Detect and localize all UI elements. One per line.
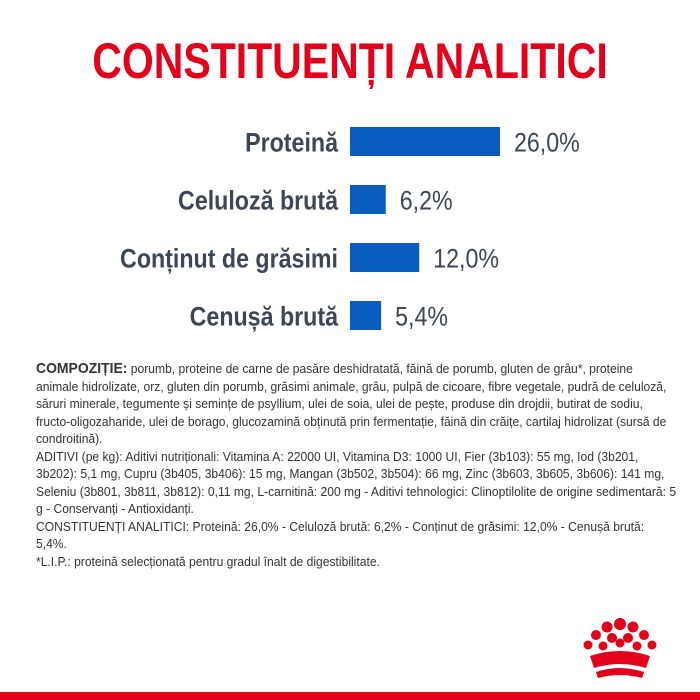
analytical-paragraph: CONSTITUENȚI ANALITICI: Proteină: 26,0% - Celuloză brută: 6,2% - Conținut de grăsimi: 12,0% - Cenușă brută: 5,4%. [36,518,645,551]
page-title: CONSTITUENȚI ANALITICI [92,33,608,89]
ingredients-paragraph [36,360,678,448]
value-label: 6,2% [399,185,453,216]
additives-paragraph: ADITIVI (pe kg): Aditivi nutriționali: Vitamina A: 22000 UI, Vitamina D3: 1000 UI, Fier (3b103): 55 mg, Iod (3b201, 3b202): 5,1 mg, Cupru (3b405, 3b406): 15 mg, Mangan (3b502, 3b504): 66 mg, Zinc (3b603, 3b605, 3b606): 141 mg, Seleniu (3b801, 3b811, 3b812): 0,11 mg, L-carnitină: 200 mg - Aditivi tehnologici: Clinoptilolite de origine sedimentară: 5 g - Conservanți - Antioxidanți. [36,448,677,516]
value-label: 12,0% [433,243,500,274]
composition-block [36,360,678,570]
ingredients-text: porumb, proteine de carne de pasăre deshidratată, făină de porumb, gluten de grâu*, proteine animale hidrolizate, orz, gluten din porumb, grăsimi animale, grâu, pulpă de cicoare, fibre vegetale, pudră de celuloză, săruri minerale, tegumente și semințe de psyllium, ulei de soia, ulei de pește, produse din drojdii, butirat de sodiu, fructo-oligozaharide, ulei de borago, glucozamină obținută prin fermentație, făină din crăițe, cartilaj hidrolizat (sursă de condroitină). [36,361,667,446]
footnote-paragraph: *L.I.P.: proteină selecționată pentru gradul înalt de digestibilitate. [36,553,380,569]
category-label: Celuloză brută [178,185,338,216]
category-label: Proteină [245,127,338,158]
bar [350,301,381,330]
value-label: 5,4% [395,301,449,332]
category-label: Conținut de grăsimi [120,243,338,274]
bar-chart [0,110,700,340]
composition-lead: COMPOZIȚIE: [36,360,128,377]
bars-group [120,127,580,332]
bar [350,127,500,156]
category-label: Cenușă brută [189,301,338,332]
bar [350,185,386,214]
bar [350,243,419,272]
value-label: 26,0% [514,127,580,158]
bottom-accent-bar [0,692,700,700]
royal-crown-icon [574,616,666,682]
